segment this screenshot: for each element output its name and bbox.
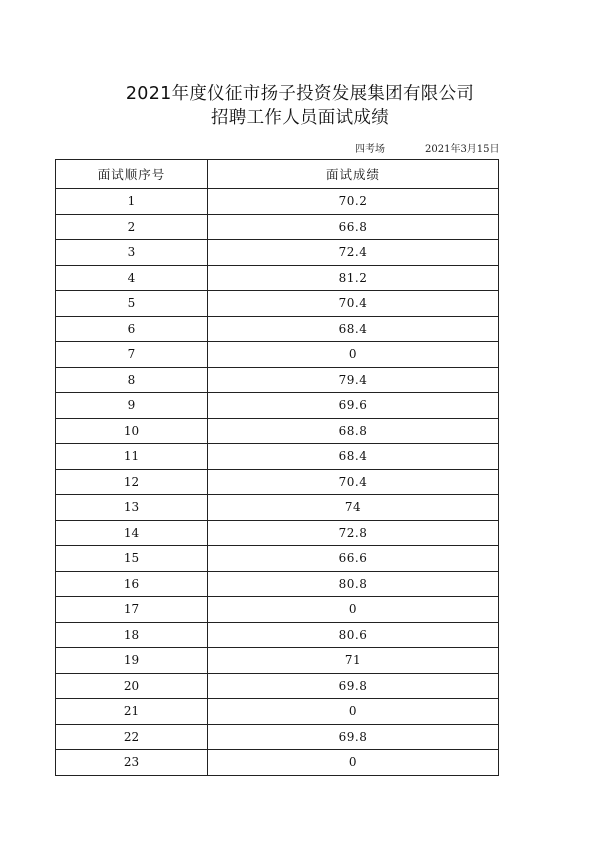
table-row	[56, 469, 499, 495]
order-number-cell: 16	[56, 571, 208, 597]
column-header-score: 面试成绩	[208, 160, 499, 189]
score-cell: 72.4	[208, 240, 499, 266]
table-row	[56, 750, 499, 776]
order-number-cell: 20	[56, 673, 208, 699]
order-number-cell: 17	[56, 597, 208, 623]
order-number-cell: 9	[56, 393, 208, 419]
order-number-cell: 7	[56, 342, 208, 368]
order-number-cell: 23	[56, 750, 208, 776]
order-number-cell: 19	[56, 648, 208, 674]
score-cell: 70.4	[208, 469, 499, 495]
table-row	[56, 367, 499, 393]
score-cell: 68.4	[208, 316, 499, 342]
score-cell: 0	[208, 597, 499, 623]
order-number-cell: 14	[56, 520, 208, 546]
table-row	[56, 444, 499, 470]
score-cell: 69.6	[208, 393, 499, 419]
order-number-cell: 12	[56, 469, 208, 495]
table-row	[56, 571, 499, 597]
score-cell: 0	[208, 342, 499, 368]
table-row	[56, 291, 499, 317]
order-number-cell: 11	[56, 444, 208, 470]
table-row	[56, 673, 499, 699]
table-row	[56, 699, 499, 725]
score-cell: 74	[208, 495, 499, 521]
score-cell: 69.8	[208, 673, 499, 699]
table-row	[56, 418, 499, 444]
score-cell: 81.2	[208, 265, 499, 291]
table-row	[56, 724, 499, 750]
exam-date: 2021年3月15日	[425, 144, 500, 155]
table-row	[56, 393, 499, 419]
order-number-cell: 13	[56, 495, 208, 521]
table-row	[56, 495, 499, 521]
table-header-row	[56, 160, 499, 189]
score-cell: 68.8	[208, 418, 499, 444]
order-number-cell: 21	[56, 699, 208, 725]
document-title-line1: 2021年度仪征市扬子投资发展集团有限公司	[125, 84, 475, 104]
table-row	[56, 648, 499, 674]
score-cell: 66.8	[208, 214, 499, 240]
score-cell: 69.8	[208, 724, 499, 750]
document-title-line2: 招聘工作人员面试成绩	[211, 108, 389, 128]
table-row	[56, 189, 499, 215]
score-cell: 0	[208, 699, 499, 725]
table-row	[56, 520, 499, 546]
order-number-cell: 4	[56, 265, 208, 291]
order-number-cell: 1	[56, 189, 208, 215]
score-cell: 80.6	[208, 622, 499, 648]
table-row	[56, 622, 499, 648]
order-number-cell: 5	[56, 291, 208, 317]
score-cell: 70.2	[208, 189, 499, 215]
table-row	[56, 265, 499, 291]
order-number-cell: 18	[56, 622, 208, 648]
score-cell: 0	[208, 750, 499, 776]
score-cell: 68.4	[208, 444, 499, 470]
score-cell: 80.8	[208, 571, 499, 597]
order-number-cell: 8	[56, 367, 208, 393]
score-cell: 71	[208, 648, 499, 674]
order-number-cell: 15	[56, 546, 208, 572]
order-number-cell: 2	[56, 214, 208, 240]
table-row	[56, 240, 499, 266]
table-row	[56, 597, 499, 623]
score-cell: 70.4	[208, 291, 499, 317]
order-number-cell: 22	[56, 724, 208, 750]
order-number-cell: 6	[56, 316, 208, 342]
order-number-cell: 3	[56, 240, 208, 266]
score-cell: 72.8	[208, 520, 499, 546]
table-body	[56, 189, 499, 776]
table-row	[56, 546, 499, 572]
scores-table	[55, 159, 499, 776]
score-cell: 79.4	[208, 367, 499, 393]
exam-venue: 四考场	[355, 144, 385, 155]
score-cell: 66.6	[208, 546, 499, 572]
order-number-cell: 10	[56, 418, 208, 444]
table-row	[56, 214, 499, 240]
column-header-order: 面试顺序号	[56, 160, 208, 189]
table-row	[56, 316, 499, 342]
table-row	[56, 342, 499, 368]
